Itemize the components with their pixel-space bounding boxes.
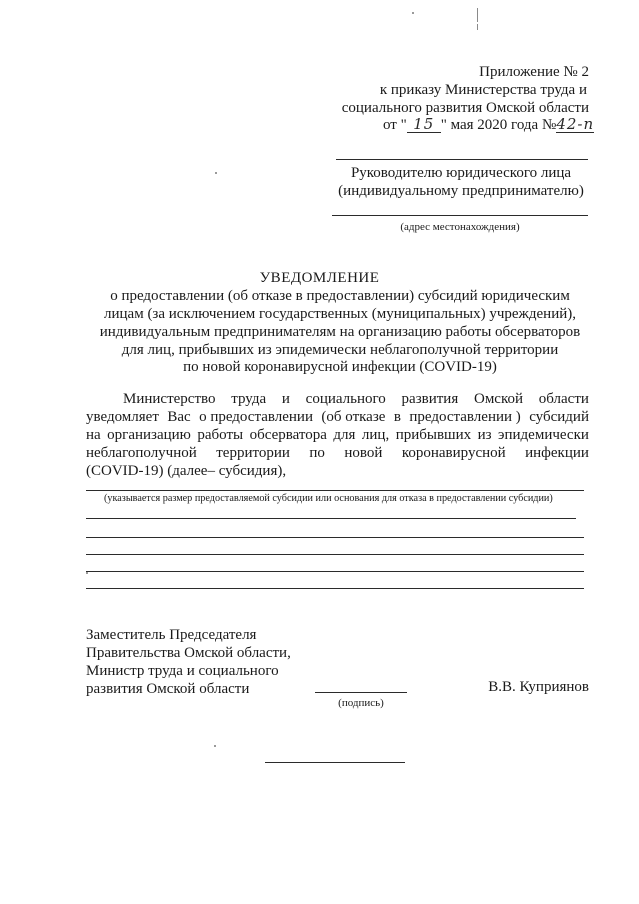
scan-dot [86,572,88,574]
header-ministry-line: социального развития Омской области [341,100,589,116]
fill-line [86,554,584,555]
scan-dot [215,172,217,174]
fill-line [86,571,584,572]
fill-line [86,518,576,519]
notice-line: для лиц, прибывших из эпидемически неблагополучной территории [121,342,559,358]
header-appendix: Приложение № 2 [479,64,589,80]
addressee-line1: Руководителю юридического лица [350,165,572,181]
scan-mark [477,24,478,30]
body-line-4: неблагополучной территории по новой коронавирусной инфекции [86,445,589,461]
notice-line: по новой коронавирусной инфекции (COVID-19) [183,359,497,375]
scan-dot [412,12,414,14]
signatory-title-line: Правительства Омской области, [86,645,291,661]
fill-line [86,537,584,538]
bottom-separator-line [265,762,405,763]
header-order-line: к приказу Министерства труда и [379,82,587,98]
addressee-line2: (индивидуальному предпринимателю) [338,183,584,199]
notice-line: о предоставлении (об отказе в предоставлении) субсидий юридическим [110,288,570,304]
date-prefix: от " [383,117,407,133]
date-middle: " мая 2020 года № [440,117,557,133]
body-line-3: на организацию работы обсерватора для лиц, прибывших из эпидемически [86,427,589,443]
date-day: 15 [407,117,441,133]
scan-dot [214,745,216,747]
body-line-2: уведомляет Вас о предоставлении (об отказе в предоставлении ) субсидий [86,409,589,425]
signatory-title-line: развития Омской области [86,681,250,697]
header-date-line [383,116,594,134]
signatory-name: В.В. Куприянов [488,679,589,695]
notice-line: индивидуальным предпринимателям на организацию работы обсерваторов [99,324,581,340]
notice-title: УВЕДОМЛЕНИЕ [259,270,380,286]
body-line-5: (COVID-19) (далее– субсидия), [86,463,287,479]
notice-line: лицам (за исключением государственных (муниципальных) учреждений), [104,306,576,322]
scan-mark [477,8,478,22]
fill-line [86,490,584,491]
addressee-line-top [336,159,588,160]
signature-line [315,692,407,693]
signatory-title-line: Министр труда и социального [86,663,279,679]
fill-line [86,588,584,589]
address-line [332,215,588,216]
address-caption: (адрес местонахождения) [400,221,520,233]
signatory-title-line: Заместитель Председателя [86,627,257,643]
body-line-1: Министерство труда и социального развития Омской области [123,391,589,407]
signature-caption: (подпись) [338,697,384,709]
fill-caption: (указывается размер предоставляемой субсидии или основания для отказа в предоставлении субсидии) [104,493,553,504]
order-number: 42-п [556,115,595,133]
